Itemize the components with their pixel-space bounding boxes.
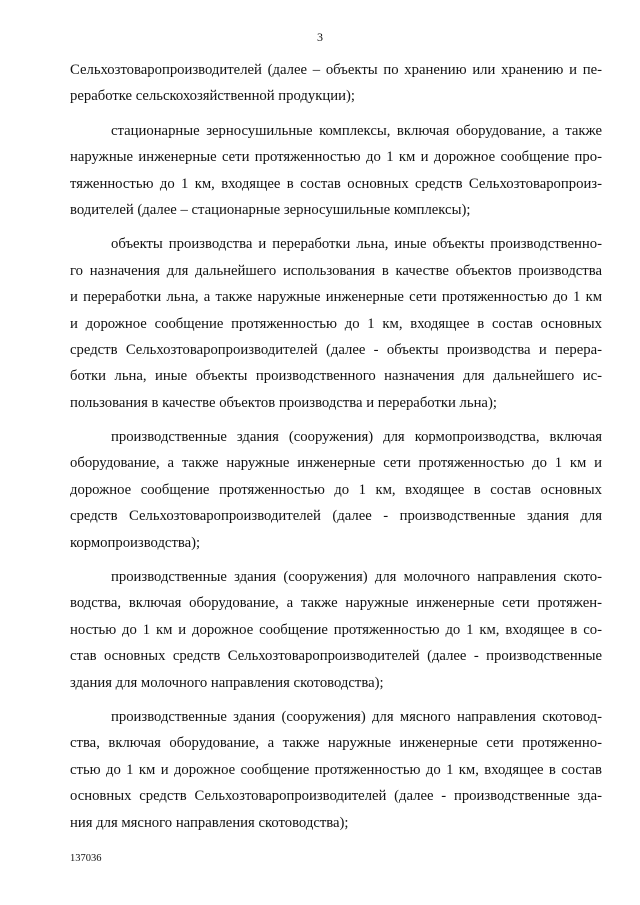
text-line: водителей (далее – стационарные зерносушильные комплексы); [70,201,471,218]
paragraph [70,424,602,556]
text-line: производственные здания (сооружения) для молочного направления ското- [111,569,602,586]
text-line: тяженностью до 1 км, входящее в состав основных средств Сельхозтоваропроиз- [70,175,602,192]
text-line: Сельхозтоваропроизводителей (далее – объекты по хранению или хранению и пе- [70,62,602,78]
text-line: ностью до 1 км и дорожное сообщение протяженностью до 1 км, входящее в со- [70,621,602,638]
paragraph [70,57,602,110]
text-line: пользования в качестве объектов производства и переработки льна); [70,394,497,411]
text-line: производственные здания (сооружения) для кормопроизводства, включая [111,429,602,446]
text-line: объекты производства и переработки льна, иные объекты производственно- [111,236,602,253]
paragraph [70,231,602,416]
text-line: дорожное сообщение протяженностью до 1 км, входящее в состав основных [70,481,602,498]
text-line: го назначения для дальнейшего использования в качестве объектов производства [70,262,602,279]
text-line: основных средств Сельхозтоваропроизводителей (далее - производственные зда- [70,788,602,805]
paragraph [70,704,602,836]
text-line: ния для мясного направления скотоводства); [70,814,349,831]
text-line: кормопроизводства); [70,534,201,551]
text-line: наружные инженерные сети протяженностью до 1 км и дорожное сообщение про- [70,149,602,166]
text-line: ботки льна, иные объекты производственного назначения для дальнейшего ис- [70,368,602,385]
text-line: реработке сельскохозяйственной продукции); [70,88,355,105]
text-line: став основных средств Сельхозтоваропроизводителей (далее - производственные [70,648,602,665]
text-line: стационарные зерносушильные комплексы, включая оборудование, а также [111,122,602,139]
paragraph [70,564,602,696]
document-code: 137036 [70,853,102,864]
text-line: средств Сельхозтоваропроизводителей (далее - производственные здания для [70,508,602,525]
text-line: оборудование, а также наружные инженерные сети протяженностью до 1 км и [70,455,602,472]
text-line: стью до 1 км и дорожное сообщение протяженностью до 1 км, входящее в состав [70,761,602,778]
document-body [70,57,602,836]
text-line: и переработки льна, а также наружные инженерные сети протяженностью до 1 км [70,289,602,306]
text-line: водства, включая оборудование, а также наружные инженерные сети протяжен- [70,595,602,612]
text-line: и дорожное сообщение протяженностью до 1 км, входящее в состав основных [70,315,602,332]
text-line: ства, включая оборудование, а также наружные инженерные сети протяженно- [70,735,602,752]
paragraph [70,118,602,224]
page-number: 3 [317,30,323,44]
text-line: средств Сельхозтоваропроизводителей (далее - объекты производства и перера- [70,341,602,358]
text-line: здания для молочного направления скотоводства); [70,674,384,691]
text-line: производственные здания (сооружения) для мясного направления скотовод- [111,708,602,725]
